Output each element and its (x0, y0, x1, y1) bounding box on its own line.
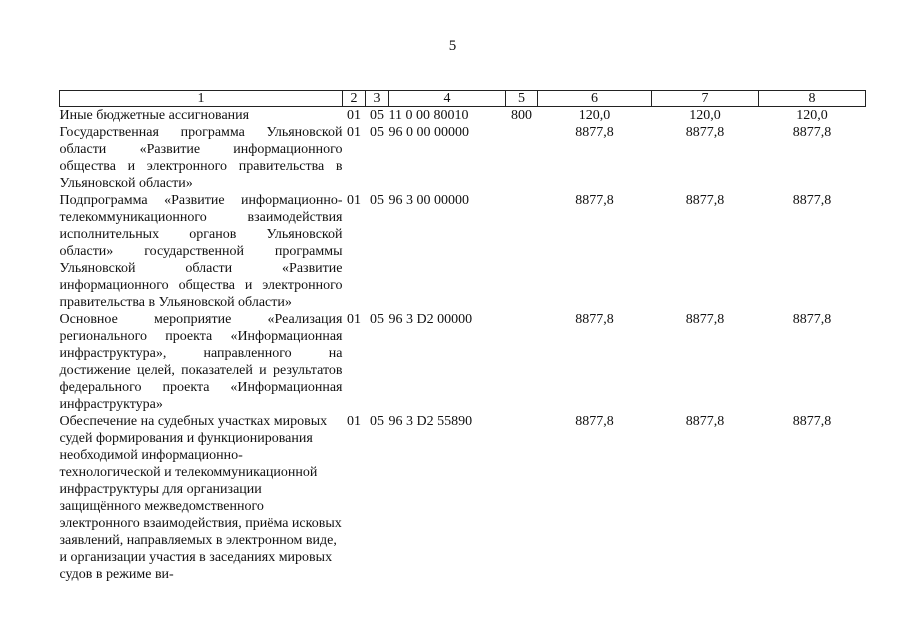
header-col-5: 5 (506, 91, 538, 107)
table-row (60, 124, 866, 192)
row-section: 01 (347, 312, 361, 327)
row-expense-type (506, 413, 538, 583)
row-target-code: 96 3 D2 55890 (388, 414, 473, 429)
table-row (60, 192, 866, 311)
header-col-3: 3 (366, 91, 389, 107)
row-amount-8: 8877,8 (792, 312, 832, 327)
row-expense-type (506, 124, 538, 192)
header-col-7: 7 (652, 91, 759, 107)
row-subsection: 05 (370, 193, 384, 208)
row-target-code: 96 0 00 00000 (388, 125, 469, 140)
row-expense-type: 800 (511, 108, 532, 123)
header-col-1: 1 (60, 91, 343, 107)
header-col-8: 8 (759, 91, 866, 107)
row-amount-7: 120,0 (689, 108, 721, 123)
row-target-code: 96 3 D2 00000 (388, 312, 473, 327)
table-header-row (60, 91, 866, 107)
row-subsection: 05 (370, 312, 384, 327)
row-subsection: 05 (370, 125, 384, 140)
row-target-code: 96 3 00 00000 (388, 193, 469, 208)
row-name: Государственная программа Ульяновской области «Развитие информационного общества и электронного правительства в Ульяновской области» (59, 125, 343, 191)
row-amount-6: 8877,8 (575, 125, 614, 140)
row-amount-6: 120,0 (578, 108, 611, 123)
row-amount-6: 8877,8 (575, 193, 614, 208)
table-row (60, 413, 866, 583)
header-col-4: 4 (389, 91, 506, 107)
row-expense-type (506, 311, 538, 413)
budget-table (59, 90, 866, 583)
row-amount-6: 8877,8 (575, 414, 614, 429)
row-amount-7: 8877,8 (685, 193, 725, 208)
row-name: Подпрограмма «Развитие информационно-телекоммуникационного взаимодействия исполнительных органов Ульяновской области» государственной программы Ульяновской области «Развитие информационного общества и электронного правительства в Ульяновской области» (59, 193, 343, 310)
row-section: 01 (347, 414, 361, 429)
row-name: Обеспечение на судебных участках мировых судей формирования и функционирования необходимой информационно-технологической и телекоммуникационной инфраструктуры для организации защищённого межведомственного электронного взаимодействия, приёма исковых заявлений, направляемых в электронном виде, и организации участия в заседаниях мировых судов в режиме ви- (59, 414, 342, 582)
row-subsection: 05 (370, 414, 384, 429)
row-subsection: 05 (370, 108, 384, 123)
row-amount-8: 120,0 (796, 108, 828, 123)
row-section: 01 (347, 193, 361, 208)
header-col-6: 6 (538, 91, 652, 107)
page-number: 5 (448, 38, 457, 54)
row-amount-7: 8877,8 (685, 125, 725, 140)
row-name: Иные бюджетные ассигнования (59, 108, 250, 123)
row-target-code: 11 0 00 80010 (388, 108, 469, 123)
row-amount-8: 8877,8 (792, 193, 832, 208)
table-row (60, 311, 866, 413)
row-amount-8: 8877,8 (792, 414, 832, 429)
row-amount-8: 8877,8 (792, 125, 832, 140)
row-section: 01 (347, 125, 361, 140)
row-section: 01 (347, 108, 361, 123)
row-name: Основное мероприятие «Реализация регионального проекта «Информационная инфраструктура», направленного на достижение целей, показателей и результатов федерального проекта «Информационная инфраструктура» (59, 312, 343, 412)
row-amount-6: 8877,8 (575, 312, 614, 327)
header-col-2: 2 (343, 91, 366, 107)
row-expense-type (506, 192, 538, 311)
row-amount-7: 8877,8 (685, 312, 725, 327)
row-amount-7: 8877,8 (685, 414, 725, 429)
table-row (60, 107, 866, 125)
